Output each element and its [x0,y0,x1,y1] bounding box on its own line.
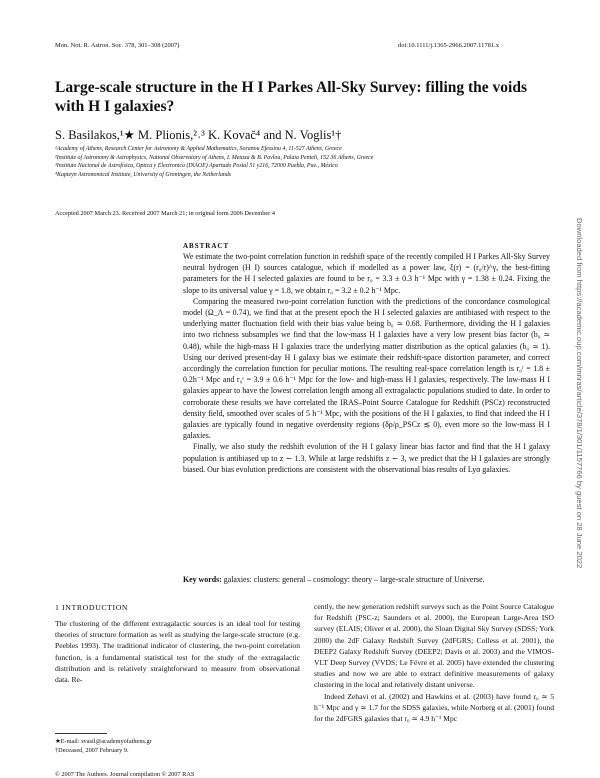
intro-paragraph: cently, the new generation redshift surveys such as the Point Source Catalogue for Redshift (PSC-z; Saunders et al. 2000), the European Large-Area ISO survey (ELAIS; Oliver et al. 2000), the Sloan Digital Sky Survey (SDSS; York 2000) the 2dF Galaxy Redshift Survey (2dFGRS; Colless et al. 2001), the DEEP2 Galaxy Redshift Survey (DEEP2; Davis et al. 2003) and the VIMOS-VLT Deep Survey (VVDS; Le Févre et al. 2005) have extended the clustering studies and now we are able to extract definitive measurements of galaxy clustering in the local and relatively distant universe. [314,602,554,690]
affiliations [55,145,373,179]
abstract-paragraph: Finally, we also study the redshift evolution of the H I galaxy linear bias factor and find that the H I galaxy population is antibiased up to z ∼ 1.3. While at large redshifts z ∼ 3, we predict that the H I galaxies are strongly biased. Our bias evolution predictions are consistent with the observational bias results of Lyα galaxies. [183,442,550,474]
journal-citation: Mon. Not. R. Astron. Soc. 378, 301–308 (2007) [55,42,180,49]
intro-paragraph: Indeed Zehavi et al. (2002) and Hawkins et al. (2003) have found r₀ ≃ 5 h⁻¹ Mpc and γ ≃ 1.7 for the SDSS galaxies, while Norberg et al. (2001) found for the 2dFGRS galaxies that r₀ ≃ 4.9 h⁻¹ Mpc [314,691,554,724]
footnote-deceased: †Deceased, 2007 February 9. [55,746,129,754]
keywords-text: galaxies: clusters: general – cosmology: theory – large-scale structure of Universe. [223,575,485,584]
footnote-divider [55,733,107,734]
intro-column-right [314,601,554,724]
affiliation-3: ³Instituto Nacional de Astrofísica, Optica y Electronica (INAOE) Apartado Postal 51 y216, 72000 Puebla, Pue., México [55,163,338,170]
affiliation-1: ¹Academy of Athens, Research Center for Astronomy & Applied Mathematics, Soranou Efessiou 4, 11-527 Athens, Greece [55,146,342,152]
affiliation-4: ⁴Kapteyn Astronomical Institute, University of Groningen, the Netherlands [55,171,232,178]
publication-dates: Accepted 2007 March 23. Received 2007 March 21; in original form 2006 December 4 [55,210,275,217]
download-watermark [575,218,594,650]
abstract-heading: ABSTRACT [183,242,230,250]
author-list: S. Basilakos,¹★ M. Plionis,²˒³ K. Kovač⁴ and N. Voglis¹† [55,128,342,142]
affiliation-2: ²Institute of Astronomy & Astrophysics, National Observatory of Athens, I. Metaxa & B. Pavlou, Palaia Penteli, 152 36 Athens, Greece [55,154,374,161]
keywords [183,575,553,584]
paper-title: Large-scale structure in the H I Parkes All-Sky Survey: filling the voids with H I galaxies? [55,79,528,115]
keywords-label: Key words: [183,575,222,584]
footnote-email[interactable]: ★E-mail: svasil@academyofathens.gr [55,738,152,745]
abstract-paragraph: Comparing the measured two-point correlation function with the predictions of the concordance cosmological model (Ω_Λ = 0.74), we find that at the present epoch the H I selected galaxies are antibiased with respect to the underlying matter fluctuation field with their bias value being b₀ ≃ 0.68. Furthermore, dividing the H I galaxies into two richness subsamples we find that the low-mass H I galaxies have a very low present bias factor (b₀ ≃ 0.48), while the high-mass H I galaxies trace the underlying matter distribution as the optical galaxies (b₀ ≃ 1). Using our derived present-day H I galaxy bias we estimate their redshift-space distortion parameter, and correct accordingly the correlation function for peculiar motions. The resulting real-space correlation length is r₀ʳ = 1.8 ± 0.2h⁻¹ Mpc and r₀ʳ = 3.9 ± 0.6 h⁻¹ Mpc for the low- and high-mass H I galaxies, respectively. The low-mass H I galaxies appear to have the lowest correlation length among all extragalactic populations studied to date. In order to corroborate these results we have correlated the IRAS–Point Source Catalogue for Redshift (PSCz) reconstructed density field, smoothed over scales of 5 h⁻¹ Mpc, with the positions of the H I galaxies, to find that indeed the H I galaxies are typically found in negative overdensity regions (δρ/ρ_PSCz ≲ 0), even more so the low-mass H I galaxies. [183,296,550,441]
abstract-body [183,251,550,475]
abstract-paragraph: We estimate the two-point correlation function in redshift space of the recently compiled H I Parkes All-Sky Survey neutral hydrogen (H I) sources catalogue, which if modelled as a power law, ξ(r) = (r₀/r)^γ, the best-fitting parameters for the H I selected galaxies are found to be r₀ = 3.3 ± 0.3 h⁻¹ Mpc with γ = 1.38 ± 0.24. Fixing the slope to its universal value γ = 1.8, we obtain r₀ = 3.2 ± 0.2 h⁻¹ Mpc. [183,252,550,295]
section-heading-introduction: 1 INTRODUCTION [55,603,129,612]
intro-column-left: The clustering of the different extragalactic sources is an ideal tool for testing theories of structure formation as well as studying the large-scale structure (e.g. Peebles 1993). The traditional indicator of clustering, the two-point correlation function, is a fundamental statistical test for the study of the extragalactic distribution and is relatively straightforward to measure from observational data. Re- [55,619,300,685]
doi-link[interactable]: doi:10.1111/j.1365-2966.2007.11781.x [398,42,500,49]
footnotes [55,738,152,755]
download-watermark-text: Downloaded from https://academic.oup.com/mnras/article/378/1/301/1157766 by guest on 28 June 2022 [575,218,584,569]
copyright-footer: © 2007 The Authors. Journal compilation © 2007 RAS [55,771,195,778]
